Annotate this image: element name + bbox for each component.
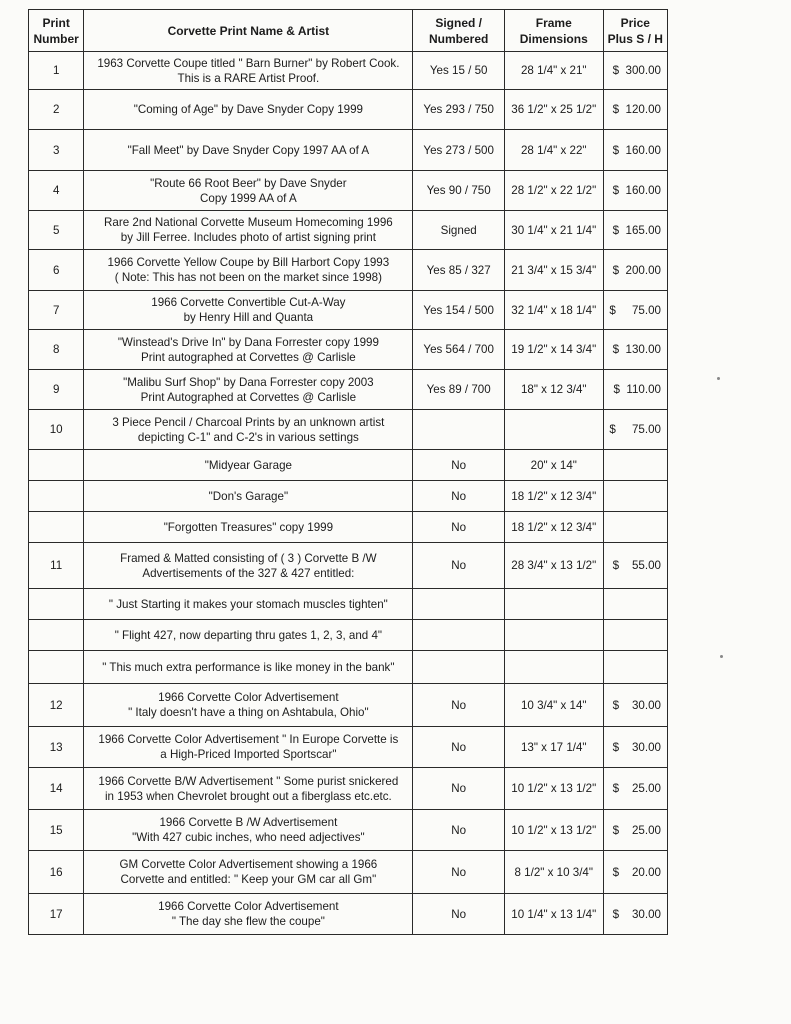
header-frame-dimensions: Frame Dimensions — [504, 10, 603, 52]
frame-dimensions-cell: 28 1/4" x 22" — [504, 130, 603, 171]
print-name-cell: 1966 Corvette Color Advertisement " In Europe Corvette is a High-Priced Imported Sportscar" — [84, 727, 413, 768]
print-name-cell: 1966 Corvette Convertible Cut-A-Way by Henry Hill and Quanta — [84, 291, 413, 330]
frame-dimensions-cell: 10 1/4" x 13 1/4" — [504, 894, 603, 935]
print-number-cell: 5 — [29, 211, 84, 250]
print-number-cell — [29, 512, 84, 543]
frame-dimensions-cell: 28 3/4" x 13 1/2" — [504, 543, 603, 589]
signed-numbered-cell: Yes 15 / 50 — [413, 52, 505, 90]
frame-dimensions-cell: 19 1/2" x 14 3/4" — [504, 330, 603, 370]
table-row — [29, 330, 668, 370]
print-number-cell: 1 — [29, 52, 84, 90]
price-cell: $ 165.00 — [603, 211, 667, 250]
print-name-cell: "Midyear Garage — [84, 450, 413, 481]
frame-dimensions-cell — [504, 651, 603, 684]
table-row — [29, 450, 668, 481]
print-name-cell: "Coming of Age" by Dave Snyder Copy 1999 — [84, 90, 413, 130]
frame-dimensions-cell: 30 1/4" x 21 1/4" — [504, 211, 603, 250]
price-cell: $ 20.00 — [603, 851, 667, 894]
table-row — [29, 851, 668, 894]
print-number-cell: 16 — [29, 851, 84, 894]
print-name-cell: "Winstead's Drive In" by Dana Forrester copy 1999 Print autographed at Corvettes @ Carlisle — [84, 330, 413, 370]
table-row — [29, 211, 668, 250]
print-number-cell: 10 — [29, 410, 84, 450]
frame-dimensions-cell: 13" x 17 1/4" — [504, 727, 603, 768]
print-name-cell: Framed & Matted consisting of ( 3 ) Corvette B /W Advertisements of the 327 & 427 entitled: — [84, 543, 413, 589]
table-row — [29, 481, 668, 512]
signed-numbered-cell: No — [413, 768, 505, 810]
print-number-cell: 3 — [29, 130, 84, 171]
print-name-cell: 1966 Corvette B/W Advertisement " Some purist snickered in 1953 when Chevrolet brought out a fiberglass etc.etc. — [84, 768, 413, 810]
price-cell: $ 160.00 — [603, 130, 667, 171]
frame-dimensions-cell: 8 1/2" x 10 3/4" — [504, 851, 603, 894]
header-price: Price Plus S / H — [603, 10, 667, 52]
signed-numbered-cell — [413, 589, 505, 620]
signed-numbered-cell: No — [413, 810, 505, 851]
signed-numbered-cell: No — [413, 450, 505, 481]
frame-dimensions-cell: 21 3/4" x 15 3/4" — [504, 250, 603, 291]
price-cell: $ 200.00 — [603, 250, 667, 291]
signed-numbered-cell: No — [413, 894, 505, 935]
scan-speck — [717, 377, 720, 380]
print-number-cell: 7 — [29, 291, 84, 330]
print-number-cell: 11 — [29, 543, 84, 589]
print-number-cell — [29, 620, 84, 651]
print-number-cell — [29, 481, 84, 512]
frame-dimensions-cell: 20" x 14" — [504, 450, 603, 481]
print-number-cell — [29, 651, 84, 684]
print-name-cell: GM Corvette Color Advertisement showing a 1966 Corvette and entitled: " Keep your GM car all Gm" — [84, 851, 413, 894]
price-cell: $ 30.00 — [603, 727, 667, 768]
signed-numbered-cell: Yes 154 / 500 — [413, 291, 505, 330]
table-row — [29, 370, 668, 410]
print-name-cell: 1966 Corvette Yellow Coupe by Bill Harbort Copy 1993 ( Note: This has not been on the market since 1998) — [84, 250, 413, 291]
table-row — [29, 512, 668, 543]
print-name-cell: " Flight 427, now departing thru gates 1, 2, 3, and 4" — [84, 620, 413, 651]
frame-dimensions-cell: 10 1/2" x 13 1/2" — [504, 768, 603, 810]
frame-dimensions-cell: 36 1/2" x 25 1/2" — [504, 90, 603, 130]
price-cell: $ 160.00 — [603, 171, 667, 211]
signed-numbered-cell: No — [413, 543, 505, 589]
price-cell — [603, 589, 667, 620]
print-name-cell: 1966 Corvette Color Advertisement " The day she flew the coupe" — [84, 894, 413, 935]
header-signed-numbered: Signed / Numbered — [413, 10, 505, 52]
scan-speck — [720, 655, 723, 658]
print-name-cell: "Forgotten Treasures" copy 1999 — [84, 512, 413, 543]
print-number-cell: 15 — [29, 810, 84, 851]
signed-numbered-cell: No — [413, 727, 505, 768]
print-name-cell: " This much extra performance is like money in the bank" — [84, 651, 413, 684]
signed-numbered-cell — [413, 410, 505, 450]
print-number-cell — [29, 450, 84, 481]
price-cell: $ 120.00 — [603, 90, 667, 130]
print-name-cell: 1966 Corvette B /W Advertisement "With 427 cubic inches, who need adjectives" — [84, 810, 413, 851]
table-row — [29, 291, 668, 330]
price-cell: $ 30.00 — [603, 894, 667, 935]
price-cell: $ 55.00 — [603, 543, 667, 589]
frame-dimensions-cell: 18 1/2" x 12 3/4" — [504, 512, 603, 543]
frame-dimensions-cell — [504, 620, 603, 651]
print-name-cell: "Don's Garage" — [84, 481, 413, 512]
table-row — [29, 768, 668, 810]
table-row — [29, 52, 668, 90]
frame-dimensions-cell: 10 1/2" x 13 1/2" — [504, 810, 603, 851]
table-row — [29, 651, 668, 684]
frame-dimensions-cell: 10 3/4" x 14" — [504, 684, 603, 727]
print-name-cell: "Malibu Surf Shop" by Dana Forrester copy 2003 Print Autographed at Corvettes @ Carlisle — [84, 370, 413, 410]
print-number-cell: 9 — [29, 370, 84, 410]
signed-numbered-cell: No — [413, 481, 505, 512]
signed-numbered-cell: No — [413, 684, 505, 727]
frame-dimensions-cell: 32 1/4" x 18 1/4" — [504, 291, 603, 330]
table-row — [29, 620, 668, 651]
header-print-number: Print Number — [29, 10, 84, 52]
print-number-cell: 4 — [29, 171, 84, 211]
print-number-cell: 8 — [29, 330, 84, 370]
price-cell: $ 75.00 — [603, 291, 667, 330]
frame-dimensions-cell — [504, 410, 603, 450]
signed-numbered-cell: Yes 85 / 327 — [413, 250, 505, 291]
signed-numbered-cell: Yes 293 / 750 — [413, 90, 505, 130]
table-row — [29, 250, 668, 291]
signed-numbered-cell: Yes 89 / 700 — [413, 370, 505, 410]
print-name-cell: 3 Piece Pencil / Charcoal Prints by an unknown artist depicting C-1" and C-2's in various settings — [84, 410, 413, 450]
table-row — [29, 810, 668, 851]
print-number-cell — [29, 589, 84, 620]
signed-numbered-cell — [413, 620, 505, 651]
frame-dimensions-cell: 28 1/4" x 21" — [504, 52, 603, 90]
header-row — [29, 10, 668, 52]
print-name-cell: 1963 Corvette Coupe titled " Barn Burner" by Robert Cook. This is a RARE Artist Proof. — [84, 52, 413, 90]
price-cell: $ 75.00 — [603, 410, 667, 450]
table-row — [29, 589, 668, 620]
signed-numbered-cell: Yes 273 / 500 — [413, 130, 505, 171]
table-row — [29, 130, 668, 171]
price-cell — [603, 620, 667, 651]
table-row — [29, 727, 668, 768]
signed-numbered-cell: No — [413, 512, 505, 543]
table-row — [29, 684, 668, 727]
frame-dimensions-cell — [504, 589, 603, 620]
frame-dimensions-cell: 18" x 12 3/4" — [504, 370, 603, 410]
table-row — [29, 543, 668, 589]
frame-dimensions-cell: 18 1/2" x 12 3/4" — [504, 481, 603, 512]
frame-dimensions-cell: 28 1/2" x 22 1/2" — [504, 171, 603, 211]
table-row — [29, 410, 668, 450]
print-name-cell: "Route 66 Root Beer" by Dave Snyder Copy 1999 AA of A — [84, 171, 413, 211]
table-row — [29, 90, 668, 130]
signed-numbered-cell: No — [413, 851, 505, 894]
price-cell — [603, 450, 667, 481]
table-row — [29, 894, 668, 935]
signed-numbered-cell: Yes 564 / 700 — [413, 330, 505, 370]
signed-numbered-cell: Yes 90 / 750 — [413, 171, 505, 211]
print-number-cell: 17 — [29, 894, 84, 935]
print-name-cell: " Just Starting it makes your stomach muscles tighten" — [84, 589, 413, 620]
print-name-cell: 1966 Corvette Color Advertisement " Italy doesn't have a thing on Ashtabula, Ohio" — [84, 684, 413, 727]
header-print-name-artist: Corvette Print Name & Artist — [84, 10, 413, 52]
print-number-cell: 2 — [29, 90, 84, 130]
price-cell — [603, 481, 667, 512]
corvette-print-price-table — [28, 9, 668, 935]
signed-numbered-cell: Signed — [413, 211, 505, 250]
table-row — [29, 171, 668, 211]
price-cell: $ 110.00 — [603, 370, 667, 410]
print-number-cell: 14 — [29, 768, 84, 810]
price-cell: $ 25.00 — [603, 768, 667, 810]
price-cell: $ 130.00 — [603, 330, 667, 370]
price-cell: $ 300.00 — [603, 52, 667, 90]
price-cell — [603, 512, 667, 543]
print-number-cell: 13 — [29, 727, 84, 768]
print-name-cell: "Fall Meet" by Dave Snyder Copy 1997 AA of A — [84, 130, 413, 171]
print-number-cell: 6 — [29, 250, 84, 291]
price-cell: $ 30.00 — [603, 684, 667, 727]
signed-numbered-cell — [413, 651, 505, 684]
price-cell: $ 25.00 — [603, 810, 667, 851]
print-name-cell: Rare 2nd National Corvette Museum Homecoming 1996 by Jill Ferree. Includes photo of artist signing print — [84, 211, 413, 250]
price-cell — [603, 651, 667, 684]
print-number-cell: 12 — [29, 684, 84, 727]
